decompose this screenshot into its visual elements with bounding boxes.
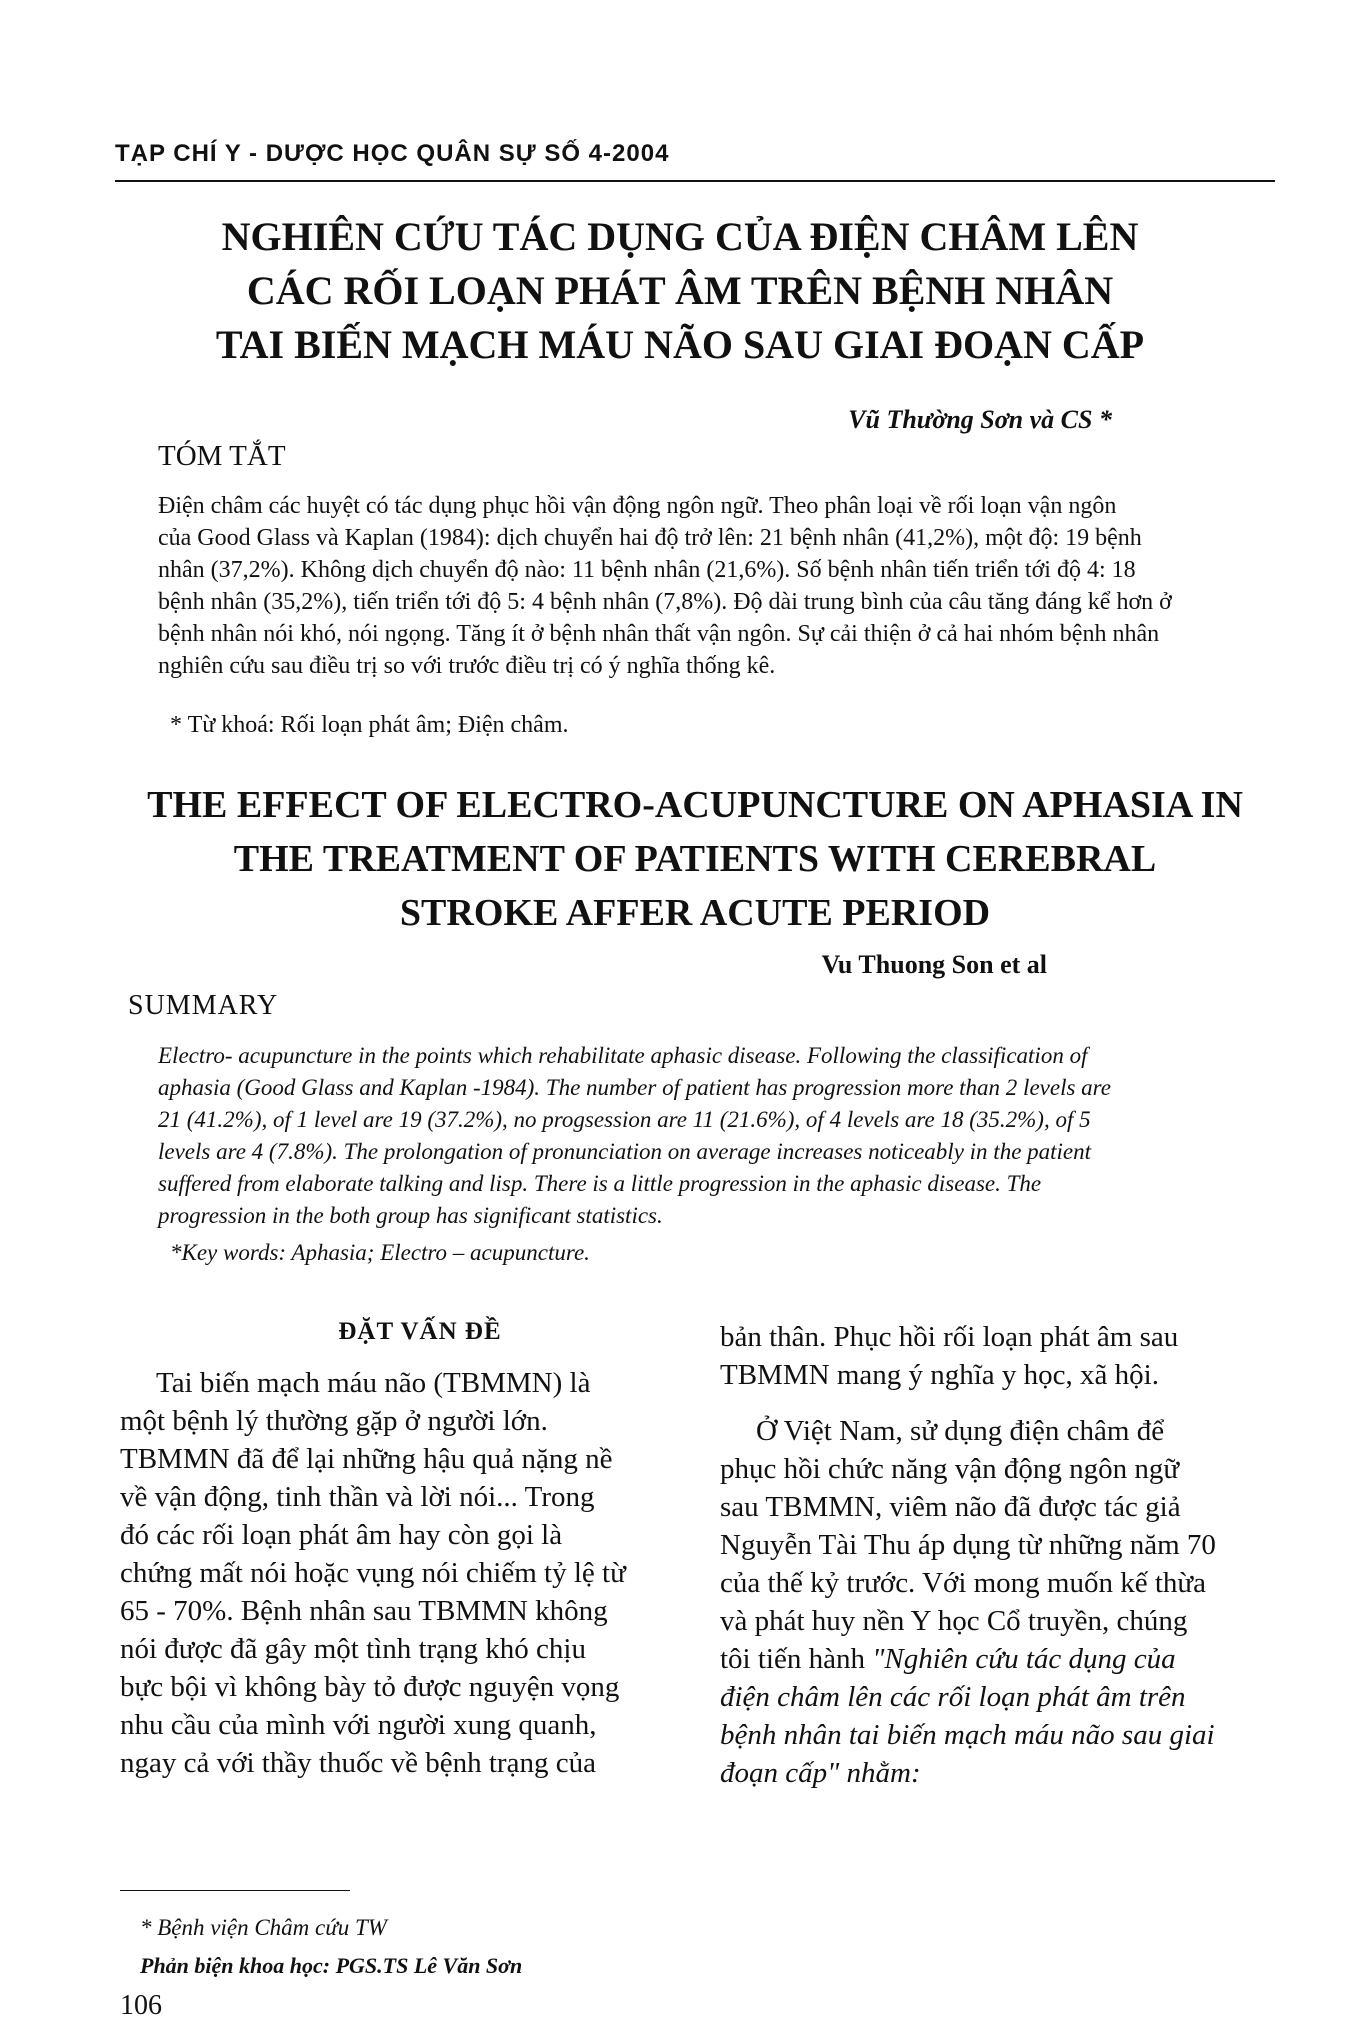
header-rule — [115, 180, 1275, 182]
author-en: Vu Thuong Son et al — [821, 950, 1047, 979]
body-line: nhu cầu của mình với người xung quanh, — [120, 1709, 597, 1741]
summary-en-line: progression in the both group has significant statistics. — [158, 1203, 663, 1228]
body-line: chứng mất nói hoặc vụng nói chiếm tỷ lệ từ — [120, 1557, 626, 1589]
page-number: 106 — [120, 1990, 162, 2021]
summary-en-line: 21 (41.2%), of 1 level are 19 (37.2%), no progsession are 11 (21.6%), of 4 levels are 18 (35.2%), of 5 — [158, 1107, 1091, 1132]
body-line: Tai biến mạch máu não (TBMMN) là — [156, 1367, 591, 1399]
summary-en-line: levels are 4 (7.8%). The prolongation of pronunciation on average increases noticeably in the patient — [158, 1139, 1092, 1164]
body-line: bệnh nhân tai biến mạch máu não sau giai — [720, 1719, 1215, 1751]
body-line: đó các rối loạn phát âm hay còn gọi là — [120, 1519, 563, 1551]
study-title-italic: "Nghiên cứu tác dụng của — [872, 1643, 1176, 1675]
intro-paragraph-2 — [720, 1412, 1280, 1792]
body-line: Nguyễn Tài Thu áp dụng từ những năm 70 — [720, 1529, 1216, 1561]
body-line: nói được đã gây một tình trạng khó chịu — [120, 1633, 586, 1665]
title-en-line-2: THE TREATMENT OF PATIENTS WITH CEREBRAL — [233, 838, 1157, 880]
intro-paragraph-1 — [120, 1364, 680, 1782]
body-column-left — [120, 1318, 680, 1782]
abstract-vi-line: bệnh nhân nói khó, nói ngọng. Tăng ít ở bệnh nhân thất vận ngôn. Sự cải thiện ở cả hai nhóm bệnh nhân — [158, 621, 1160, 647]
abstract-heading-vi: TÓM TẮT — [158, 440, 286, 472]
footnote-reviewer: Phản biện khoa học: PGS.TS Lê Văn Sơn — [140, 1953, 523, 1978]
body-line: bản thân. Phục hồi rối loạn phát âm sau — [720, 1321, 1179, 1353]
title-vi-line-1: NGHIÊN CỨU TÁC DỤNG CỦA ĐIỆN CHÂM LÊN — [221, 214, 1139, 259]
abstract-vi — [158, 490, 1288, 682]
summary-en-line: suffered from elaborate talking and lisp. There is a little progression in the aphasic disease. The — [158, 1171, 1042, 1196]
footnote-affiliation: * Bệnh viện Châm cứu TW — [140, 1915, 387, 1940]
body-line: về vận động, tinh thần và lời nói... Trong — [120, 1481, 595, 1513]
summary-en-line: Electro- acupuncture in the points which rehabilitate aphasic disease. Following the classification of — [158, 1043, 1088, 1068]
keywords-en: *Key words: Aphasia; Electro – acupuncture. — [170, 1240, 590, 1265]
section-heading-introduction: ĐẶT VẤN ĐỀ — [338, 1318, 502, 1345]
body-line: phục hồi chức năng vận động ngôn ngữ — [720, 1453, 1180, 1485]
body-line: Ở Việt Nam, sử dụng điện châm để — [756, 1415, 1165, 1447]
footnote-rule — [120, 1890, 350, 1891]
body-line: của thế kỷ trước. Với mong muốn kế thừa — [720, 1567, 1207, 1599]
title-vi-line-3: TAI BIẾN MẠCH MÁU NÃO SAU GIAI ĐOẠN CẤP — [215, 322, 1145, 367]
body-line: 65 - 70%. Bệnh nhân sau TBMMN không — [120, 1595, 608, 1627]
title-vi-line-2: CÁC RỐI LOẠN PHÁT ÂM TRÊN BỆNH NHÂN — [246, 268, 1114, 313]
author-vi: Vũ Thường Sơn và CS * — [848, 405, 1112, 434]
body-line: TBMMN đã để lại những hậu quả nặng nề — [120, 1443, 613, 1475]
journal-header: TẠP CHÍ Y - DƯỢC HỌC QUÂN SỰ SỐ 4-2004 — [115, 140, 670, 167]
body-line: và phát huy nền Y học Cổ truyền, chúng — [720, 1605, 1188, 1637]
body-column-right — [720, 1318, 1280, 1792]
body-line: sau TBMMN, viêm não đã được tác giả — [720, 1491, 1181, 1523]
summary-en-line: aphasia (Good Glass and Kaplan -1984). The number of patient has progression more than 2 levels are — [158, 1075, 1111, 1100]
body-line: điện châm lên các rối loạn phát âm trên — [720, 1681, 1186, 1713]
intro-paragraph-1-cont — [720, 1318, 1280, 1394]
abstract-vi-line: Điện châm các huyệt có tác dụng phục hồi vận động ngôn ngữ. Theo phân loại về rối loạn vận ngôn — [158, 493, 1117, 519]
summary-en — [158, 1040, 1288, 1232]
abstract-vi-line: nghiên cứu sau điều trị so với trước điều trị có ý nghĩa thống kê. — [158, 653, 776, 679]
abstract-vi-line: của Good Glass và Kaplan (1984): dịch chuyển hai độ trở lên: 21 bệnh nhân (41,2%), một độ: 19 bệnh — [158, 525, 1142, 551]
title-en-line-1: THE EFFECT OF ELECTRO-ACUPUNCTURE ON APHASIA IN — [147, 784, 1243, 826]
article-title-en — [120, 778, 1270, 940]
keywords-vi: * Từ khoá: Rối loạn phát âm; Điện châm. — [170, 712, 569, 738]
article-title-vi — [200, 210, 1160, 372]
body-line: đoạn cấp" nhằm: — [720, 1757, 921, 1789]
body-line: ngay cả với thầy thuốc về bệnh trạng của — [120, 1747, 596, 1779]
summary-heading-en: SUMMARY — [128, 990, 279, 1021]
body-line: một bệnh lý thường gặp ở người lớn. — [120, 1405, 548, 1437]
abstract-vi-line: bệnh nhân (35,2%), tiến triển tới độ 5: 4 bệnh nhân (7,8%). Độ dài trung bình của câu tăng đáng kể hơn ở — [158, 589, 1172, 615]
body-line: bực bội vì không bày tỏ được nguyện vọng — [120, 1671, 620, 1703]
body-line — [720, 1640, 1280, 1678]
title-en-line-3: STROKE AFFER ACUTE PERIOD — [399, 892, 991, 934]
body-text-plain: tôi tiến hành — [720, 1643, 873, 1675]
body-line: TBMMN mang ý nghĩa y học, xã hội. — [720, 1359, 1159, 1391]
abstract-vi-line: nhân (37,2%). Không dịch chuyển độ nào: 11 bệnh nhân (21,6%). Số bệnh nhân tiến triển tới độ 4: 18 — [158, 557, 1136, 583]
